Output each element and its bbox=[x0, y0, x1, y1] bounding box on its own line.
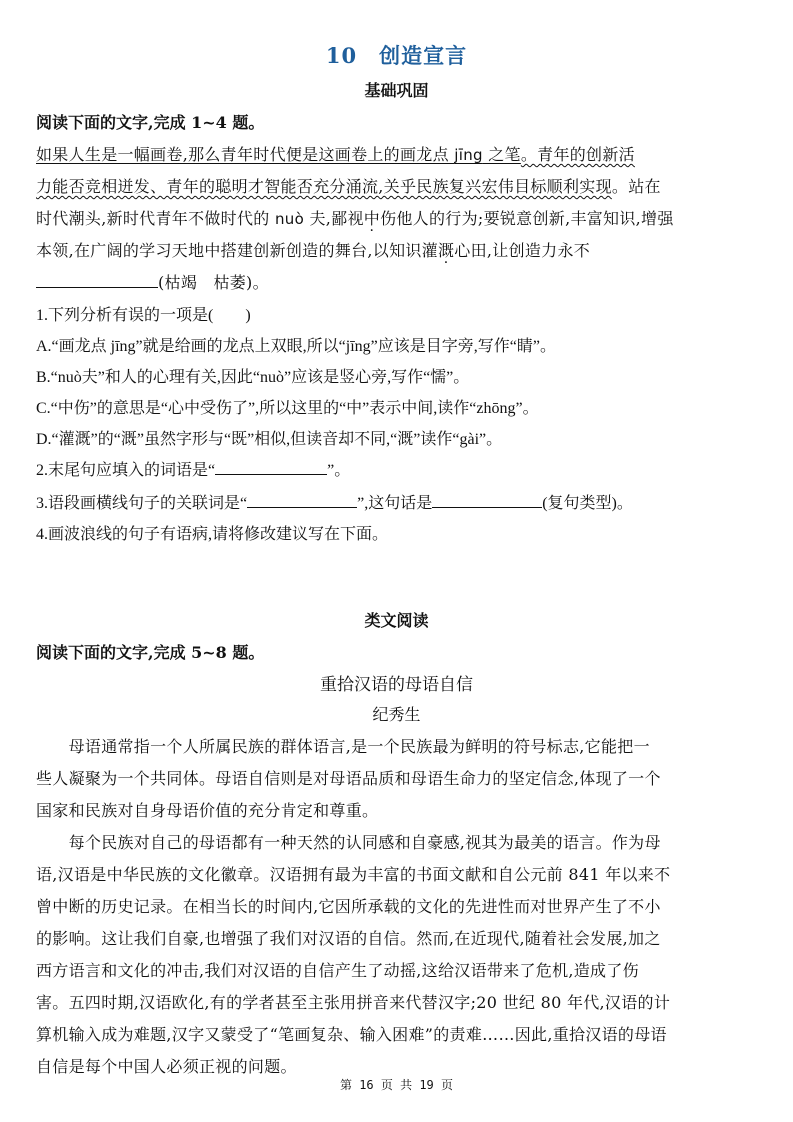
passage-line-4: 本领,在广阔的学习天地中搭建创新创造的舞台,以知识灌溉心田,让创造力永不 bbox=[36, 241, 591, 260]
option-c: C.“中伤”的意思是“心中受伤了”,所以这里的“中”表示中间,读作“zhōng”。 bbox=[36, 400, 539, 417]
question-2: 2.末尾句应填入的词语是“ ”。 bbox=[36, 457, 350, 480]
article-line: 的影响。这让我们自豪,也增强了我们对汉语的自信。然而,在近现代,随着社会发展,加之 bbox=[36, 929, 661, 948]
question-3: 3.语段画横线句子的关联词是“ ”,这句话是 (复句类型)。 bbox=[36, 490, 633, 513]
dotted-char: 溉 bbox=[437, 241, 455, 260]
instruction-2: 阅读下面的文字,完成 5~8 题。 bbox=[36, 643, 265, 662]
section-heading-reading: 类文阅读 bbox=[364, 611, 429, 630]
passage-line-1 bbox=[36, 142, 635, 165]
answer-blank[interactable] bbox=[36, 271, 158, 288]
answer-blank[interactable] bbox=[432, 491, 542, 508]
answer-blank[interactable] bbox=[247, 491, 357, 508]
passage-line-3: 时代潮头,新时代青年不做时代的 nuò 夫,鄙视中伤他人的行为;要锐意创新,丰富知识,增强 bbox=[36, 209, 674, 228]
article-line: 害。五四时期,汉语欧化,有的学者甚至主张用拼音来代替汉字;20 世纪 80 年代,汉语的计 bbox=[36, 993, 671, 1012]
wavy-text: 力能否竞相迸发、青年的聪明才智能否充分涌流,关乎民族复兴宏伟目标顺利实现 bbox=[36, 177, 612, 196]
passage-line-2: 力能否竞相迸发、青年的聪明才智能否充分涌流,关乎民族复兴宏伟目标顺利实现。站在 bbox=[36, 177, 661, 196]
article-line: 自信是每个中国人必须正视的问题。 bbox=[36, 1057, 297, 1076]
article-line: 些人凝聚为一个共同体。母语自信则是对母语品质和母语生命力的坚定信念,体现了一个 bbox=[36, 769, 661, 788]
page-footer: 第 16 页 共 19 页 bbox=[339, 1078, 454, 1092]
article-line: 母语通常指一个人所属民族的群体语言,是一个民族最为鲜明的符号标志,它能把一 bbox=[36, 737, 650, 756]
question-1: 1.下列分析有误的一项是( ) bbox=[36, 307, 251, 324]
article-line: 算机输入成为难题,汉字又蒙受了“笔画复杂、输入困难”的责难……因此,重拾汉语的母语 bbox=[36, 1025, 667, 1044]
instruction-1: 阅读下面的文字,完成 1~4 题。 bbox=[36, 113, 265, 132]
underlined-text: 如果人生是一幅画卷,那么青年时代便是这画卷上的画龙点 jīng 之笔 bbox=[36, 145, 521, 164]
option-a: A.“画龙点 jīng”就是给画的龙点上双眼,所以“jīng”应该是目字旁,写作“睛”。 bbox=[36, 338, 556, 355]
article-author: 纪秀生 bbox=[372, 705, 421, 724]
article-title: 重拾汉语的母语自信 bbox=[320, 675, 473, 695]
passage-line-5: (枯竭 枯萎)。 bbox=[36, 270, 269, 293]
answer-blank[interactable] bbox=[215, 458, 327, 475]
article-line: 西方语言和文化的冲击,我们对汉语的自信产生了动摇,这给汉语带来了危机,造成了伤 bbox=[36, 961, 639, 980]
article-line: 语,汉语是中华民族的文化徽章。汉语拥有最为丰富的书面文献和自公元前 841 年以来不 bbox=[36, 865, 671, 884]
wavy-text: 。青年的创新活 bbox=[520, 145, 635, 164]
section-heading-basic: 基础巩固 bbox=[364, 81, 429, 100]
page-title: 10 创造宣言 bbox=[325, 43, 468, 68]
option-b: B.“nuò夫”和人的心理有关,因此“nuò”应该是竖心旁,写作“懦”。 bbox=[36, 369, 470, 386]
question-4: 4.画波浪线的句子有语病,请将修改建议写在下面。 bbox=[36, 526, 389, 543]
dotted-char: 中 bbox=[363, 209, 381, 228]
article-line: 每个民族对自己的母语都有一种天然的认同感和自豪感,视其为最美的语言。作为母 bbox=[36, 833, 661, 852]
article-line: 曾中断的历史记录。在相当长的时间内,它因所承载的文化的先进性而对世界产生了不小 bbox=[36, 897, 661, 916]
article-line: 国家和民族对自身母语价值的充分肯定和尊重。 bbox=[36, 801, 379, 820]
option-d: D.“灌溉”的“溉”虽然字形与“既”相似,但读音却不同,“溉”读作“gài”。 bbox=[36, 431, 503, 448]
